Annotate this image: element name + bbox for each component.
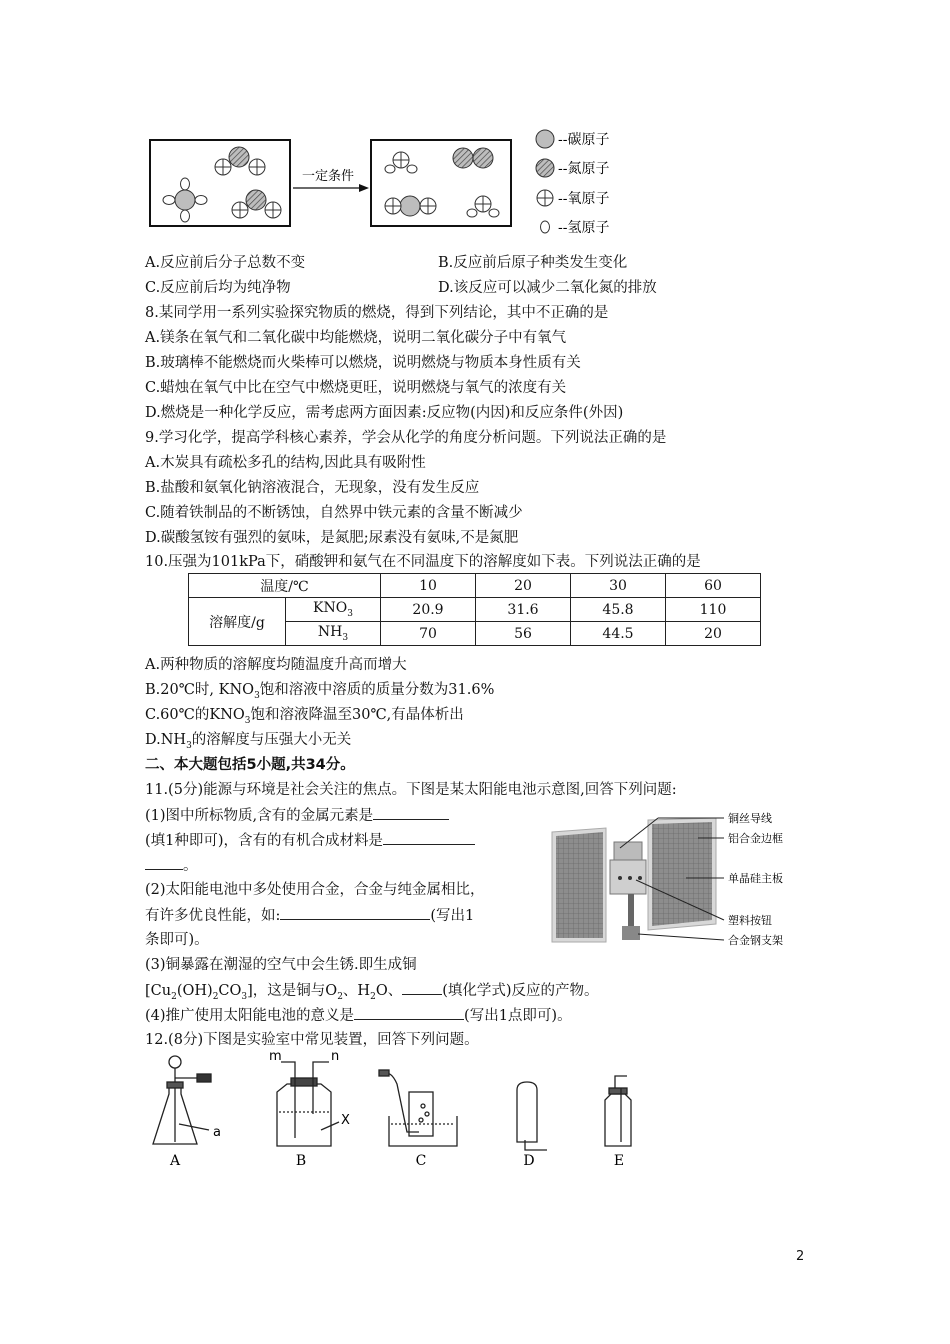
legend: [536, 130, 609, 236]
label-copper-wire: 铜丝导线: [728, 812, 772, 825]
q10-option-b: B.20℃时, $KNO_3$饱和溶液中溶质的质量分数为31.6%: [145, 682, 495, 701]
q8-stem: 8.某同学用一系列实验探究物质的燃烧，得到下列结论，其中不正确的是: [145, 305, 609, 321]
q9-option-b: B.盐酸和氨氧化钠溶液混合，无现象，没有发生反应: [145, 480, 480, 496]
label-a: A: [169, 1153, 181, 1169]
mark-a: a: [213, 1125, 221, 1140]
legend-nitrogen: --氮原子: [558, 161, 610, 177]
mark-n: n: [331, 1050, 340, 1064]
legend-hydrogen: --氢原子: [558, 220, 610, 236]
q9-option-a: A.木炭具有疏松多孔的结构,因此具有吸附性: [145, 455, 426, 471]
nh3-label: $NH_3$: [286, 622, 381, 646]
label-al-frame: 铝合金边框: [728, 832, 783, 845]
q8-option-d: D.燃烧是一种化学反应，需考虑两方面因素:反应物(内因)和反应条件(外因): [145, 405, 624, 421]
solubility-label: 溶解度/g: [189, 598, 286, 646]
label-d: D: [523, 1153, 535, 1169]
kno3-value: 45.8: [571, 598, 666, 622]
q7-option-b: B.反应前后原子种类发生变化: [438, 255, 628, 271]
q11-part3: (3)铜暴露在潮湿的空气中会生锈.即生成铜: [145, 957, 417, 973]
molecule-co2: [385, 196, 436, 216]
section-heading: 二、本大题包括5小题,共34分。: [145, 757, 355, 773]
solar-cell-figure: [548, 808, 800, 958]
nh3-value: 44.5: [571, 622, 666, 646]
temp-label: 温度/℃: [189, 574, 381, 598]
q11-part2-cont: 有许多优良性能，如: (写出1: [145, 905, 474, 926]
label-b: B: [295, 1153, 307, 1169]
mark-m: m: [269, 1050, 282, 1064]
kno3-value: 31.6: [476, 598, 571, 622]
temp-cell: 60: [666, 574, 761, 598]
label-si-board: 单晶硅主板: [728, 872, 783, 885]
apparatus-figure: [145, 1050, 665, 1174]
apparatus-e: [605, 1076, 631, 1146]
q10-option-a: A.两种物质的溶解度均随温度升高而增大: [145, 657, 407, 673]
legend-oxygen: --氧原子: [558, 191, 610, 207]
table-row: [189, 574, 761, 598]
apparatus-b: [277, 1062, 339, 1146]
kno3-value: 20.9: [381, 598, 476, 622]
temp-cell: 10: [381, 574, 476, 598]
apparatus-c: [379, 1070, 457, 1146]
label-c: C: [415, 1153, 427, 1169]
q11-part1: (1)图中所标物质,含有的金属元素是: [145, 805, 449, 826]
q11-part2: (2)太阳能电池中多处使用合金，合金与纯金属相比，: [145, 882, 485, 898]
nitrogen-atom-icon: [536, 159, 554, 177]
stand: [628, 894, 634, 930]
kno3-value: 110: [666, 598, 761, 622]
nh3-value: 20: [666, 622, 761, 646]
reaction-diagram: [145, 122, 665, 244]
oxygen-atom-icon: [537, 190, 553, 206]
q11-part2-end: 条即可)。: [145, 932, 209, 948]
q11-part3-cont: $[Cu_2(OH)_2CO_3]$，这是铜与$O_2$、$H_2O$、 (填化学式)反应的产物。: [145, 980, 599, 1007]
q9-option-c: C.随着铁制品的不断锈蚀，自然界中铁元素的含量不断减少: [145, 505, 523, 521]
q11-part1-end: 。: [145, 855, 198, 876]
apparatus-a: [153, 1056, 211, 1144]
q7-option-d: D.该反应可以减少二氧化氮的排放: [438, 280, 657, 296]
mark-x: X: [341, 1113, 350, 1128]
q9-option-d: D.碳酸氢铵有强烈的氨味，是氮肥;尿素没有氨味,不是氮肥: [145, 530, 519, 546]
q10-option-c: C.60℃的$KNO_3$饱和溶液降温至30℃,有晶体析出: [145, 707, 464, 726]
kno3-label: $KNO_3$: [286, 598, 381, 622]
hydrogen-atom-icon: [541, 221, 550, 233]
q11-part4: (4)推广使用太阳能电池的意义是 (写出1点即可)。: [145, 1005, 572, 1026]
q8-option-c: C.蜡烛在氧气中比在空气中燃烧更旺，说明燃烧与氧气的浓度有关: [145, 380, 567, 396]
q9-stem: 9.学习化学，提高学科核心素养，学会从化学的角度分析问题。下列说法正确的是: [145, 430, 667, 446]
nh3-value: 56: [476, 622, 571, 646]
q12-stem: 12.(8分)下图是实验室中常见装置，回答下列问题。: [145, 1032, 479, 1048]
label-steel-stand: 合金钢支架: [728, 934, 783, 947]
q8-option-b: B.玻璃棒不能燃烧而火柴棒可以燃烧，说明燃烧与物质本身性质有关: [145, 355, 581, 371]
temp-cell: 20: [476, 574, 571, 598]
table-row: [189, 598, 761, 622]
solar-panel-left: [552, 828, 606, 942]
q11-part1-cont: (填1种即可)，含有的有机合成材料是: [145, 830, 475, 851]
carbon-atom-icon: [536, 130, 554, 148]
q7-option-a: A.反应前后分子总数不变: [145, 255, 306, 271]
solubility-table: [188, 573, 761, 646]
q8-option-a: A.镁条在氧气和二氧化碳中均能燃烧，说明二氧化碳分子中有氧气: [145, 330, 567, 346]
q10-stem: 10.压强为101kPa下，硝酸钾和氨气在不同温度下的溶解度如下表。下列说法正确的是: [145, 554, 701, 570]
legend-carbon: --碳原子: [558, 132, 610, 148]
label-plastic-button: 塑料按钮: [728, 914, 772, 927]
apparatus-d: [517, 1082, 547, 1150]
q10-option-d: $D.NH_3$的溶解度与压强大小无关: [145, 732, 352, 751]
q7-option-c: C.反应前后均为纯净物: [145, 280, 291, 296]
page-number: 2: [796, 1249, 805, 1264]
q11-stem: 11.(5分)能源与环境是社会关注的焦点。下图是某太阳能电池示意图,回答下列问题:: [145, 782, 677, 798]
nh3-value: 70: [381, 622, 476, 646]
solar-panel-right: [648, 818, 716, 930]
condition-label: 一定条件: [301, 169, 355, 184]
temp-cell: 30: [571, 574, 666, 598]
label-e: E: [613, 1153, 625, 1169]
